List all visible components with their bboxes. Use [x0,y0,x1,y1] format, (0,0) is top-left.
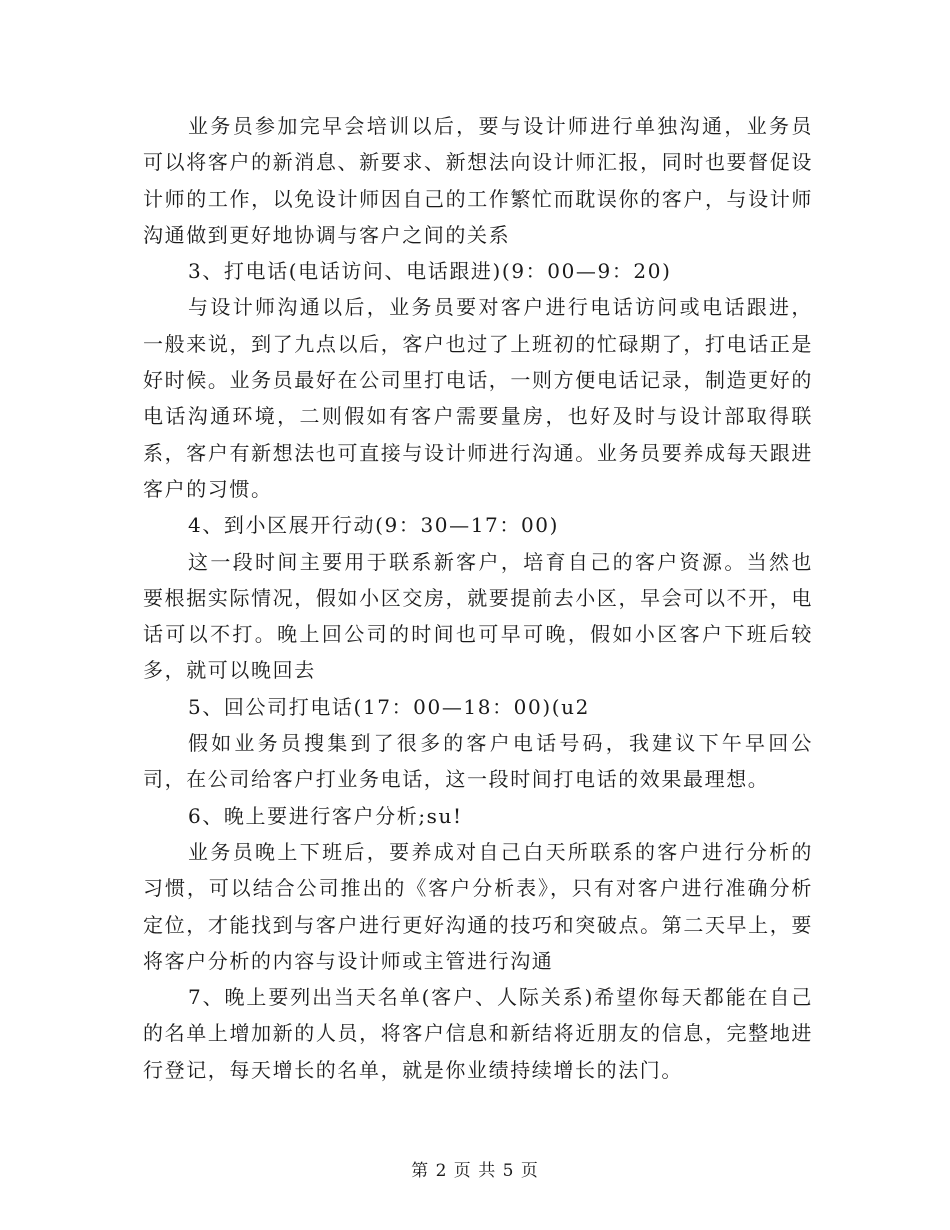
heading-community-action: 4、到小区展开行动(9：30—17：00) [188,513,560,538]
heading-return-office-calls: 5、回公司打电话(17：00—18：00)(u2 [188,694,590,719]
heading-customer-analysis: 6、晚上要进行客户分析;su! [188,803,463,828]
paragraph-phone-calls: 与设计师沟通以后，业务员要对客户进行电话访问或电话跟进，一般来说，到了九点以后，客户也过了上班初的忙碌期了，打电话正是好时候。业务员最好在公司里打电话，一则方便电话记录，制造更好的电话沟通环境，二则假如有客户需要量房，也好及时与设计部取得联系，客户有新想法也可直接与设计师进行沟通。业务员要养成每天跟进客户的习惯。 [143,295,813,501]
document-body [143,108,813,1088]
heading-phone-calls: 3、打电话(电话访问、电话跟进)(9：00—9：20) [188,259,672,284]
paragraph-community-action: 这一段时间主要用于联系新客户，培育自己的客户资源。当然也要根据实际情况，假如小区交房，就要提前去小区，早会可以不开，电话可以不打。晚上回公司的时间也可早可晚，假如小区客户下班后较多，就可以晚回去 [143,549,813,683]
page-number-footer: 第 2 页 共 5 页 [411,1161,539,1181]
paragraph-designer-communication: 业务员参加完早会培训以后，要与设计师进行单独沟通，业务员可以将客户的新消息、新要求、新想法向设计师汇报，同时也要督促设计师的工作，以免设计师因自己的工作繁忙而耽误你的客户，与设计师沟通做到更好地协调与客户之间的关系 [143,114,813,247]
paragraph-customer-analysis: 业务员晚上下班后，要养成对自己白天所联系的客户进行分析的习惯，可以结合公司推出的《客户分析表》，只有对客户进行准确分析定位，才能找到与客户进行更好沟通的技巧和突破点。第二天早上，要将客户分析的内容与设计师或主管进行沟通 [143,839,813,973]
paragraph-daily-list: 7、晚上要列出当天名单(客户、人际关系)希望你每天都能在自己的名单上增加新的人员，将客户信息和新结将近朋友的信息，完整地进行登记，每天增长的名单，就是你业绩持续增长的法门。 [143,985,813,1082]
paragraph-return-office-calls: 假如业务员搜集到了很多的客户电话号码，我建议下午早回公司，在公司给客户打业务电话，这一段时间打电话的效果最理想。 [143,731,813,792]
